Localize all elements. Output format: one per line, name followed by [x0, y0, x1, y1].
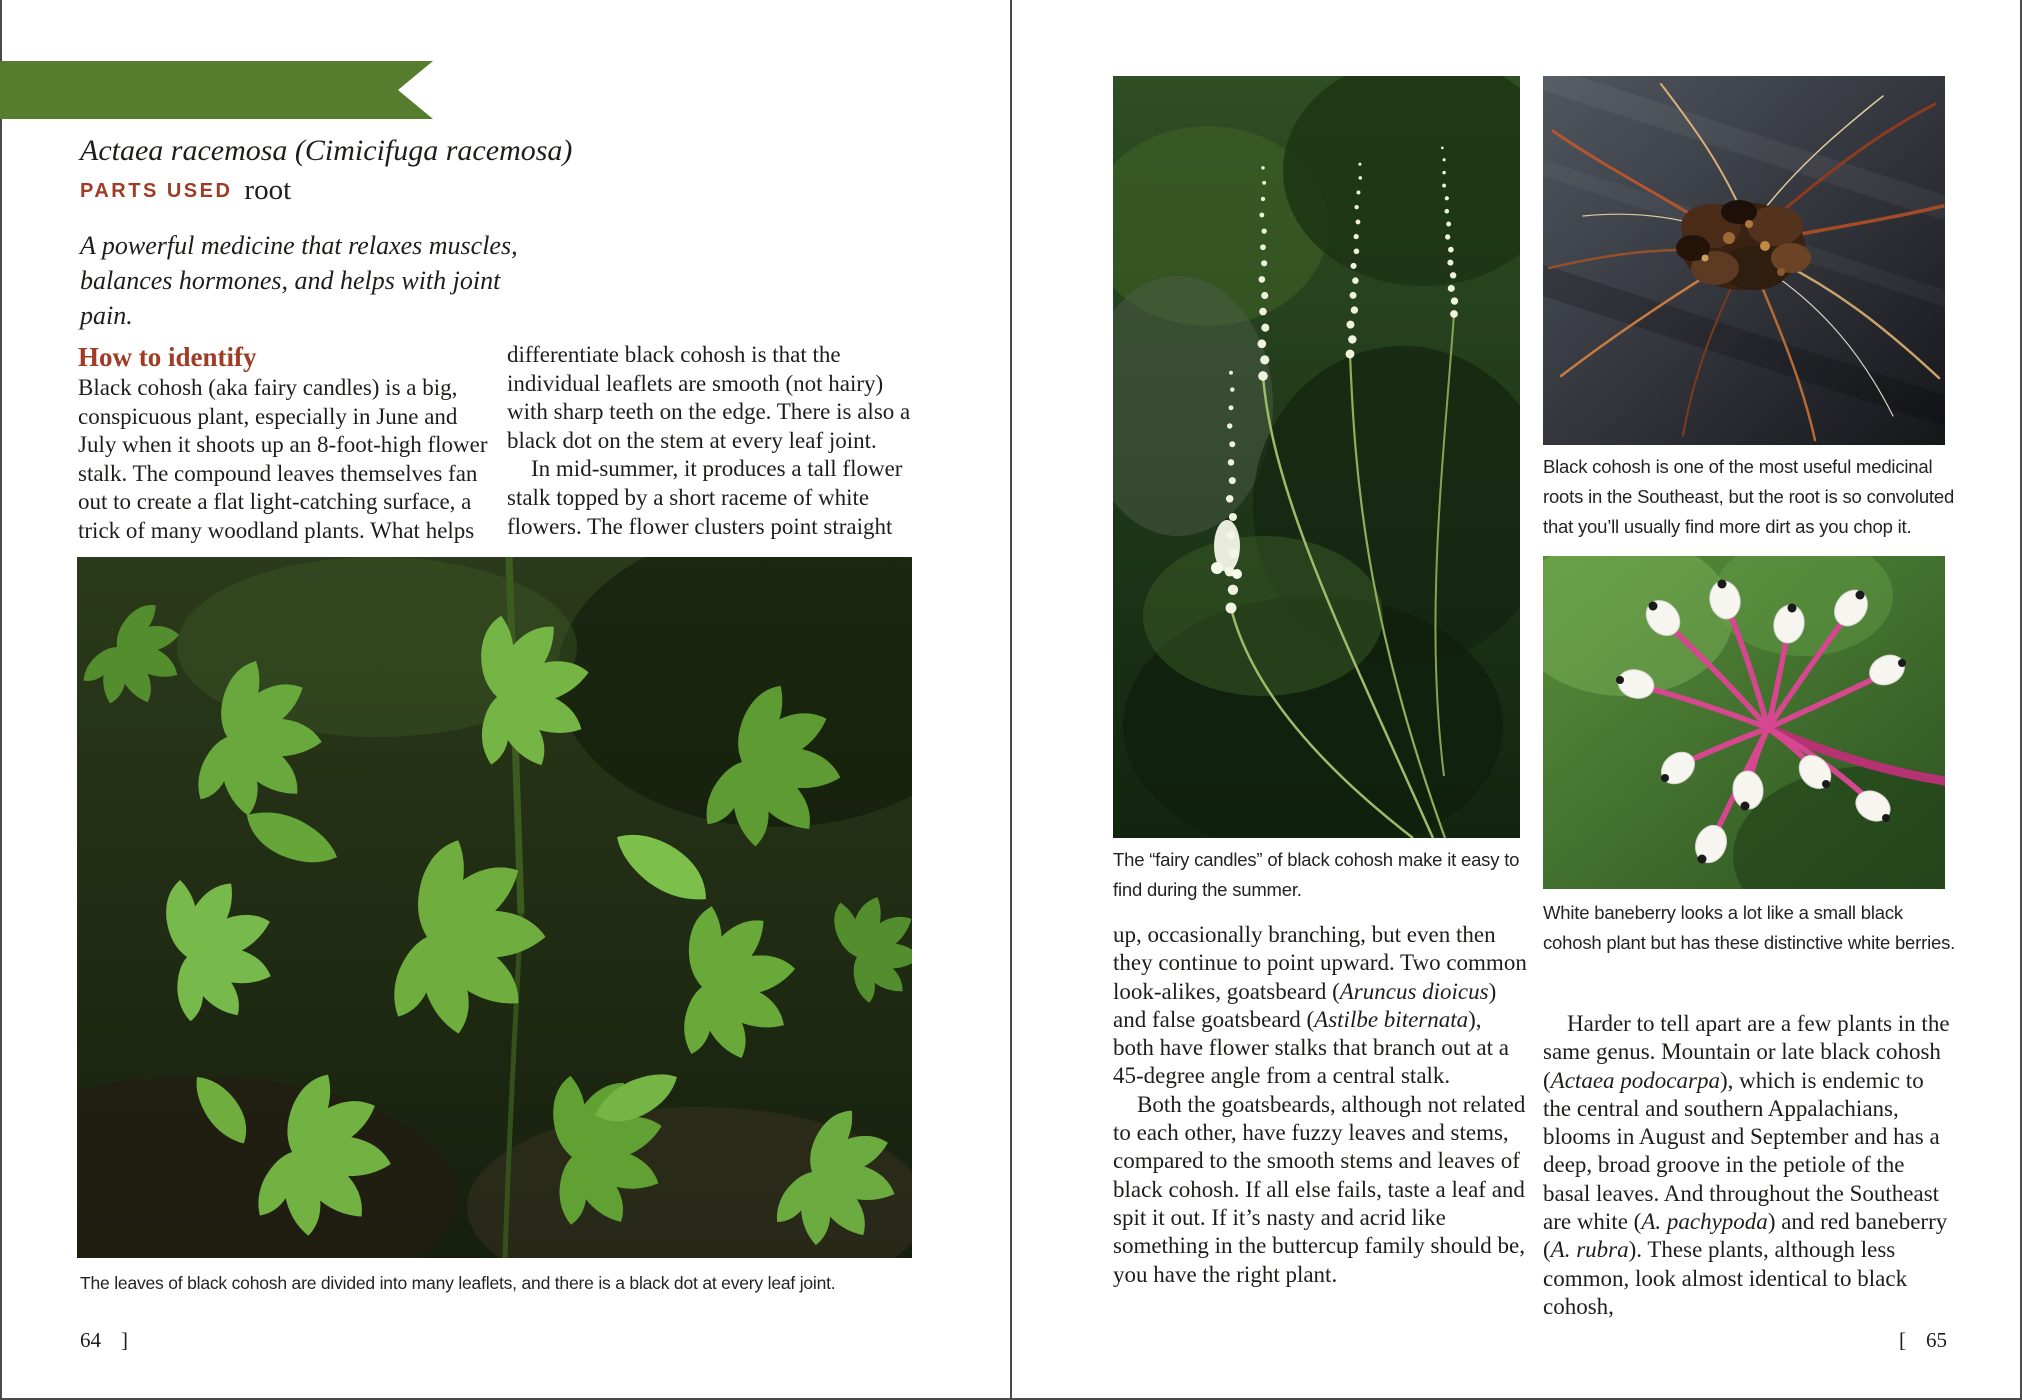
root-photo-art [1543, 76, 1945, 445]
root-photo [1543, 76, 1945, 445]
fairy-candles-caption: The “fairy candles” of black cohosh make it easy to find during the summer. [1113, 849, 1520, 900]
species-name: Actaea racemosa (Cimicifuga racemosa) [80, 134, 573, 167]
right-page-folio [1899, 1328, 1947, 1353]
body-paragraph: differentiate black cohosh is that the individual leaflets are smooth (not hairy) with sharp teeth on the edge. There is also a black dot on the stem at every leaf joint. [507, 342, 911, 453]
baneberry-photo [1543, 556, 1945, 889]
left-page-column-2 [507, 341, 920, 546]
left-page-edge-rule [0, 0, 2, 1400]
root-photo-caption: Black cohosh is one of the most useful medicinal roots in the Southeast, but the root is so convoluted that you’ll usually find more dirt as you chop it. [1543, 456, 1955, 537]
baneberry-photo-art [1543, 556, 1945, 889]
leaves-photo-caption: The leaves of black cohosh are divided into many leaflets, and there is a black dot at every leaf joint. [80, 1273, 836, 1293]
intro-blurb: A powerful medicine that relaxes muscles, balances hormones, and helps with joint pain. [80, 231, 518, 330]
right-page-number: 65 [1926, 1328, 1947, 1352]
left-page-column-1 [78, 341, 491, 546]
parts-used-line [80, 174, 291, 207]
page-title: black cohosh [80, 5, 326, 51]
body-paragraph: Harder to tell apart are a few plants in the same genus. Mountain or late black cohosh (Actaea podocarpa), which is endemic to the central and southern Appalachians, blooms in August and September and has a deep, broad groove in the petiole of the basal leaves. And throughout the Southeast are white (A. pachypoda) and red baneberry (A. rubra). These plants, although less common, look almost identical to black cohosh, [1543, 1011, 1950, 1319]
parts-used-value: root [244, 174, 292, 206]
parts-used-label: PARTS USED [80, 180, 233, 202]
fairy-candles-photo [1113, 76, 1520, 838]
center-gutter-rule [1010, 0, 1012, 1400]
right-page-column-1 [1113, 921, 1527, 1289]
baneberry-photo-caption: White baneberry looks a lot like a small black cohosh plant but has these distinctive white berries. [1543, 902, 1956, 953]
chapter-banner-ribbon [0, 61, 433, 119]
body-paragraph: up, occasionally branching, but even then they continue to point upward. Two common look-alikes, goatsbeard (Aruncus dioicus) and false goatsbeard (Astilbe biternata), both have flower stalks that branch out at a 45-degree angle from a central stalk. [1113, 922, 1527, 1089]
section-heading: How to identify [78, 342, 257, 372]
left-page-bracket: ] [121, 1328, 128, 1352]
right-page-column-2 [1543, 1010, 1957, 1321]
body-paragraph: In mid-summer, it produces a tall flower stalk topped by a short raceme of white flowers. The flower clusters point straight [507, 456, 903, 539]
left-page-number: 64 [80, 1328, 101, 1352]
right-page-bracket: [ [1899, 1328, 1906, 1352]
left-page-folio [80, 1328, 128, 1353]
leaves-photo-art [77, 557, 912, 1258]
left-page-columns [78, 341, 920, 546]
fairy-candles-photo-art [1113, 76, 1520, 838]
body-paragraph: Black cohosh (aka fairy candles) is a big, conspicuous plant, especially in June and July when it shoots up an 8-foot-high flower stalk. The compound leaves themselves fan out to create a flat light-catching surface, a trick of many woodland plants. What helps [78, 375, 488, 543]
leaves-photo [77, 557, 912, 1258]
body-paragraph: Both the goatsbeards, although not related to each other, have fuzzy leaves and stems, compared to the smooth stems and leaves of black cohosh. If all else fails, taste a leaf and spit it out. If it’s nasty and acrid like something in the buttercup family should be, you have the right plant. [1113, 1091, 1526, 1287]
